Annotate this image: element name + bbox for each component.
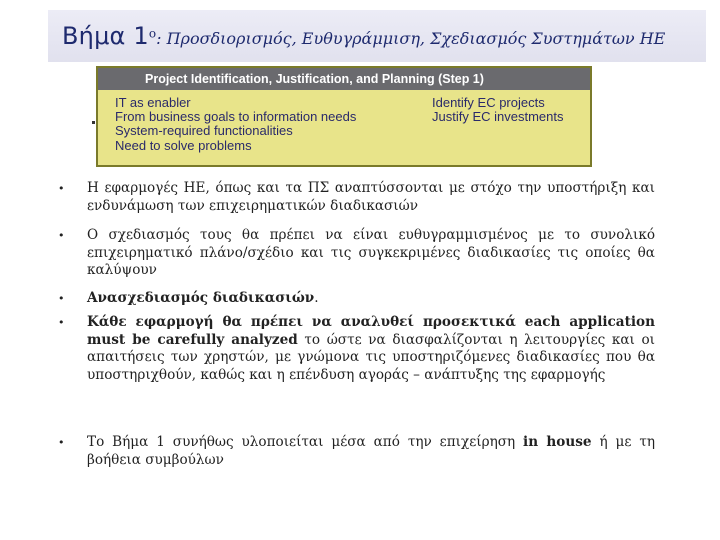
bullet-icon: • xyxy=(58,292,65,305)
title-subtitle: : Προσδιορισμός, Ευθυγράμμιση, Σχεδιασμός Συστημάτων ΗΕ xyxy=(156,29,666,48)
figure-left-item: From business goals to information needs xyxy=(115,109,357,125)
bullet-text-run: . xyxy=(314,290,319,306)
bullet-text-run: το ώστε να διασφαλίζονται η λειτουργίες και οι απαιτήσεις των χρηστών, με γνώμονα τις υποστηριζόμενες διαδικασίες που θα υποστηριχθούν, καθώς και η επένδυση αγοράς – ανάπτυξης της εφαρμογής xyxy=(87,331,655,383)
bullet-text xyxy=(87,180,655,215)
figure-right-item: Identify EC projects xyxy=(432,95,545,110)
figure-left-item: System-required functionalities xyxy=(115,123,293,139)
bullet-bold-run: Ανασχεδιασμός διαδικασιών xyxy=(87,290,315,306)
step1-figure xyxy=(96,66,592,167)
figure-right-item: Justify EC investments xyxy=(432,109,564,125)
bullet-icon: • xyxy=(58,316,65,329)
bullet-text-run: Η εφαρμογές ΗΕ, όπως και τα ΠΣ αναπτύσσονται με στόχο την υποστήριξη και ενδυνάμωση των επιχειρηματικών διαδικασιών xyxy=(87,180,655,214)
bullet-text xyxy=(87,434,655,469)
bullet-bold-run: in house xyxy=(523,434,592,450)
bullet-icon: • xyxy=(58,229,65,242)
bullet-text-run: Το Βήμα 1 συνήθως υλοποιείται μέσα από την επιχείρηση xyxy=(87,434,524,450)
bullet-text xyxy=(87,314,655,384)
bullet-icon: • xyxy=(58,436,65,449)
figure-left-column xyxy=(115,96,356,153)
bullet-text-tail: ή με τη βοήθεια συμβούλων xyxy=(87,434,655,468)
bullet-text-run: Ο σχεδιασμός τους θα πρέπει να είναι ευθυγραμμισμένος με το συνολικό επιχειρηματικό πλάνο/σχέδιο και τις συγκεκριμένες διαδικασίες τις οποίες θα καλύψουν xyxy=(87,227,655,278)
stray-dot xyxy=(92,121,95,124)
figure-header: Project Identification, Justification, and Planning (Step 1) xyxy=(98,68,590,90)
bullet-text xyxy=(87,290,655,308)
bullet-bold-run: Κάθε εφαρμογή θα πρέπει να αναλυθεί προσεκτικά each application must be carefully analyzed xyxy=(87,314,655,348)
bullet-icon: • xyxy=(58,182,65,195)
figure-right-column xyxy=(432,96,564,124)
slide-title xyxy=(62,22,665,50)
title-main: Βήμα 1 xyxy=(62,22,149,50)
title-superscript: ο xyxy=(148,26,157,41)
figure-left-item: IT as enabler xyxy=(115,95,191,110)
figure-left-item: Need to solve problems xyxy=(115,137,252,153)
bullet-text xyxy=(87,227,655,280)
